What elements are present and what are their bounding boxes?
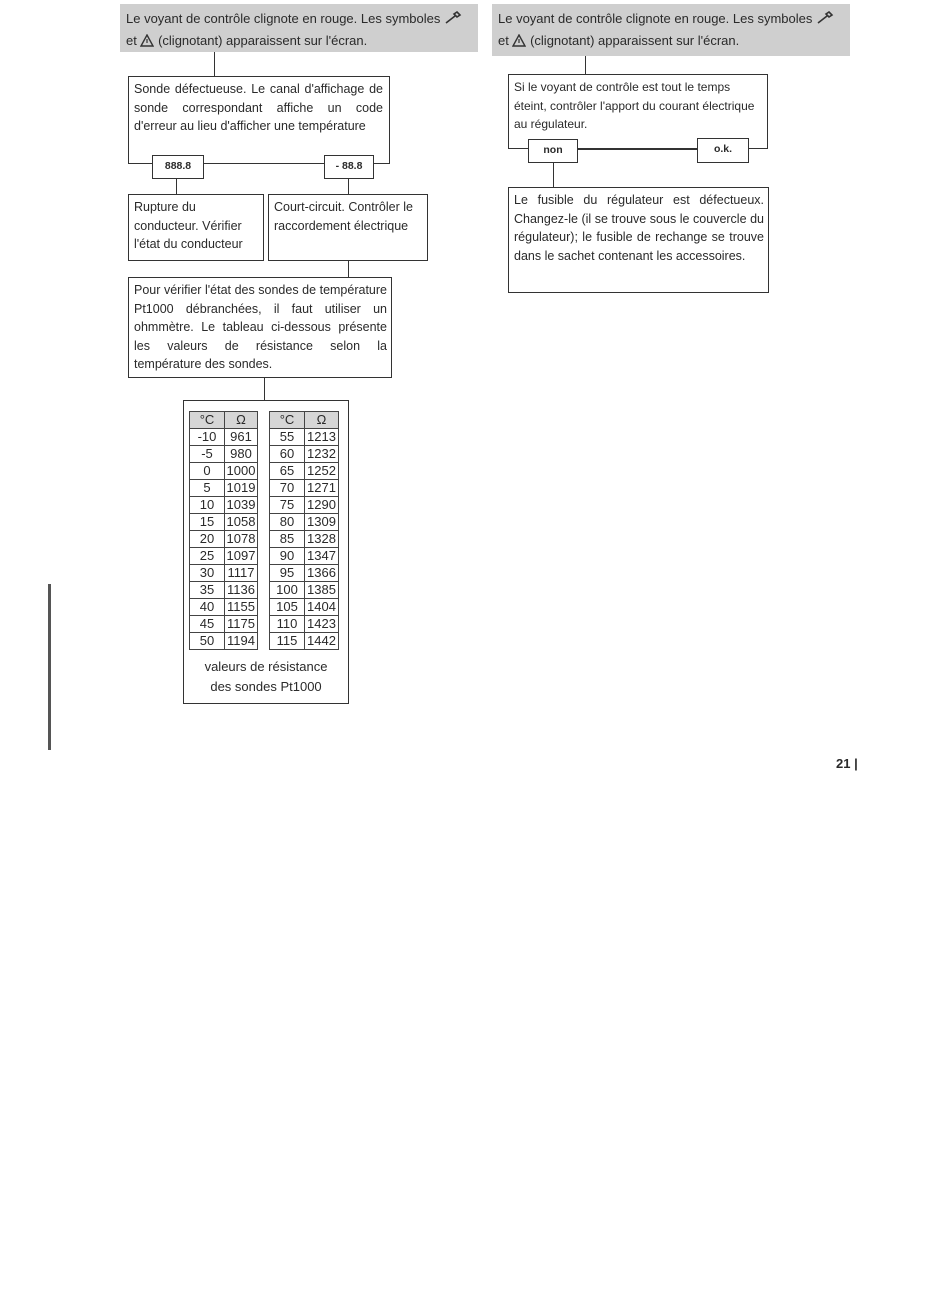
left-header-line1: Le voyant de contrôle clignote en rouge. Les symboles	[126, 11, 441, 26]
table-row	[270, 633, 339, 650]
wire-break-box: Rupture du conducteur. Vérifier l'état du conducteur	[128, 194, 264, 261]
table-row	[190, 514, 258, 531]
col-ohm-header: Ω	[225, 412, 258, 429]
resistance-cell: 1078	[225, 531, 258, 548]
temperature-cell: 20	[190, 531, 225, 548]
table-row	[190, 480, 258, 497]
temperature-cell: 75	[270, 497, 305, 514]
right-header-line1: Le voyant de contrôle clignote en rouge. Les symboles	[498, 11, 813, 26]
resistance-cell: 1058	[225, 514, 258, 531]
error-code-open: 888.8	[152, 155, 204, 179]
resistance-cell: 1213	[305, 429, 339, 446]
resistance-cell: 1000	[225, 463, 258, 480]
table-row	[190, 616, 258, 633]
resistance-cell: 1309	[305, 514, 339, 531]
temperature-cell: 55	[270, 429, 305, 446]
table-row	[270, 514, 339, 531]
wrench-icon	[444, 11, 462, 31]
table-row	[190, 582, 258, 599]
warning-triangle-icon	[512, 33, 526, 53]
left-header-line2-a: et	[126, 33, 137, 48]
error-code-short: - 88.8	[324, 155, 374, 179]
temperature-cell: 30	[190, 565, 225, 582]
temperature-cell: 115	[270, 633, 305, 650]
right-header-line2-a: et	[498, 33, 509, 48]
table-row	[270, 616, 339, 633]
connector	[176, 179, 177, 194]
resistance-cell: 1404	[305, 599, 339, 616]
temperature-cell: 110	[270, 616, 305, 633]
resistance-cell: 1136	[225, 582, 258, 599]
warning-triangle-icon	[140, 33, 154, 53]
answer-ok: o.k.	[697, 138, 749, 163]
resistance-cell: 1175	[225, 616, 258, 633]
table-row	[190, 463, 258, 480]
table-row	[270, 463, 339, 480]
temperature-cell: 40	[190, 599, 225, 616]
temperature-cell: 15	[190, 514, 225, 531]
wrench-icon	[816, 11, 834, 31]
check-probes-box: Pour vérifier l'état des sondes de température Pt1000 débranchées, il faut utiliser un ohmmètre. Le tableau ci-dessous présente les valeurs de résistance selon la température des sondes.	[128, 277, 392, 378]
connector	[553, 163, 554, 187]
resistance-cell: 961	[225, 429, 258, 446]
resistance-cell: 1097	[225, 548, 258, 565]
right-header-line2-b: (clignotant) apparaissent sur l'écran.	[530, 33, 740, 48]
resistance-cell: 1232	[305, 446, 339, 463]
left-header	[120, 4, 478, 52]
table-row	[270, 480, 339, 497]
temperature-cell: 85	[270, 531, 305, 548]
page-number: 21 |	[836, 756, 858, 771]
right-header	[492, 4, 850, 56]
resistance-cell: 1385	[305, 582, 339, 599]
table-row	[190, 548, 258, 565]
table-row	[270, 599, 339, 616]
resistance-table-frame	[183, 400, 349, 704]
scan-mark	[48, 584, 51, 750]
connector	[576, 149, 698, 150]
table-row	[270, 446, 339, 463]
resistance-cell: 1194	[225, 633, 258, 650]
connector	[264, 378, 265, 400]
table-row	[190, 599, 258, 616]
resistance-cell: 1442	[305, 633, 339, 650]
col-temp-header: °C	[270, 412, 305, 429]
resistance-cell: 1271	[305, 480, 339, 497]
table-row	[190, 633, 258, 650]
resistance-cell: 1366	[305, 565, 339, 582]
temperature-cell: 35	[190, 582, 225, 599]
resistance-cell: 1423	[305, 616, 339, 633]
temperature-cell: -5	[190, 446, 225, 463]
check-power-box: Si le voyant de contrôle est tout le temps éteint, contrôler l'apport du courant électrique au régulateur.	[508, 74, 768, 149]
connector	[348, 261, 349, 277]
temperature-cell: 105	[270, 599, 305, 616]
table-row	[270, 429, 339, 446]
temperature-cell: 95	[270, 565, 305, 582]
temperature-cell: 70	[270, 480, 305, 497]
probe-faulty-text: Sonde défectueuse. Le canal d'affichage de sonde correspondant affiche un code d'erreur au lieu d'afficher une température	[134, 82, 383, 133]
resistance-cell: 1039	[225, 497, 258, 514]
table-row	[190, 531, 258, 548]
temperature-cell: 50	[190, 633, 225, 650]
resistance-cell: 1117	[225, 565, 258, 582]
resistance-cell: 980	[225, 446, 258, 463]
caption-line1: valeurs de résistance	[204, 659, 328, 674]
temperature-cell: 25	[190, 548, 225, 565]
fuse-box: Le fusible du régulateur est défectueux. Changez-le (il se trouve sous le couvercle du régulateur); le fusible de rechange se trouve dans le sachet contenant les accessoires.	[508, 187, 769, 293]
temperature-cell: 100	[270, 582, 305, 599]
temperature-cell: 45	[190, 616, 225, 633]
table-caption	[184, 657, 348, 697]
resistance-table-right	[269, 411, 339, 650]
left-header-line2-b: (clignotant) apparaissent sur l'écran.	[158, 33, 368, 48]
connector	[214, 52, 215, 76]
temperature-cell: 80	[270, 514, 305, 531]
connector	[585, 56, 586, 74]
col-ohm-header: Ω	[305, 412, 339, 429]
temperature-cell: 0	[190, 463, 225, 480]
probe-faulty-box	[128, 76, 390, 164]
resistance-cell: 1252	[305, 463, 339, 480]
table-row	[190, 497, 258, 514]
table-row	[190, 446, 258, 463]
resistance-cell: 1290	[305, 497, 339, 514]
table-row	[270, 548, 339, 565]
table-row	[190, 565, 258, 582]
table-row	[190, 429, 258, 446]
resistance-cell: 1347	[305, 548, 339, 565]
temperature-cell: 90	[270, 548, 305, 565]
table-row	[270, 497, 339, 514]
temperature-cell: 65	[270, 463, 305, 480]
answer-no: non	[528, 139, 578, 163]
col-temp-header: °C	[190, 412, 225, 429]
resistance-table-left	[189, 411, 258, 650]
resistance-cell: 1155	[225, 599, 258, 616]
temperature-cell: 5	[190, 480, 225, 497]
table-row	[270, 582, 339, 599]
table-row	[270, 565, 339, 582]
temperature-cell: -10	[190, 429, 225, 446]
resistance-cell: 1328	[305, 531, 339, 548]
resistance-cell: 1019	[225, 480, 258, 497]
table-row	[270, 531, 339, 548]
temperature-cell: 60	[270, 446, 305, 463]
temperature-cell: 10	[190, 497, 225, 514]
caption-line2: des sondes Pt1000	[210, 679, 322, 694]
connector	[198, 163, 326, 164]
short-circuit-box: Court-circuit. Contrôler le raccordement électrique	[268, 194, 428, 261]
connector	[348, 179, 349, 194]
